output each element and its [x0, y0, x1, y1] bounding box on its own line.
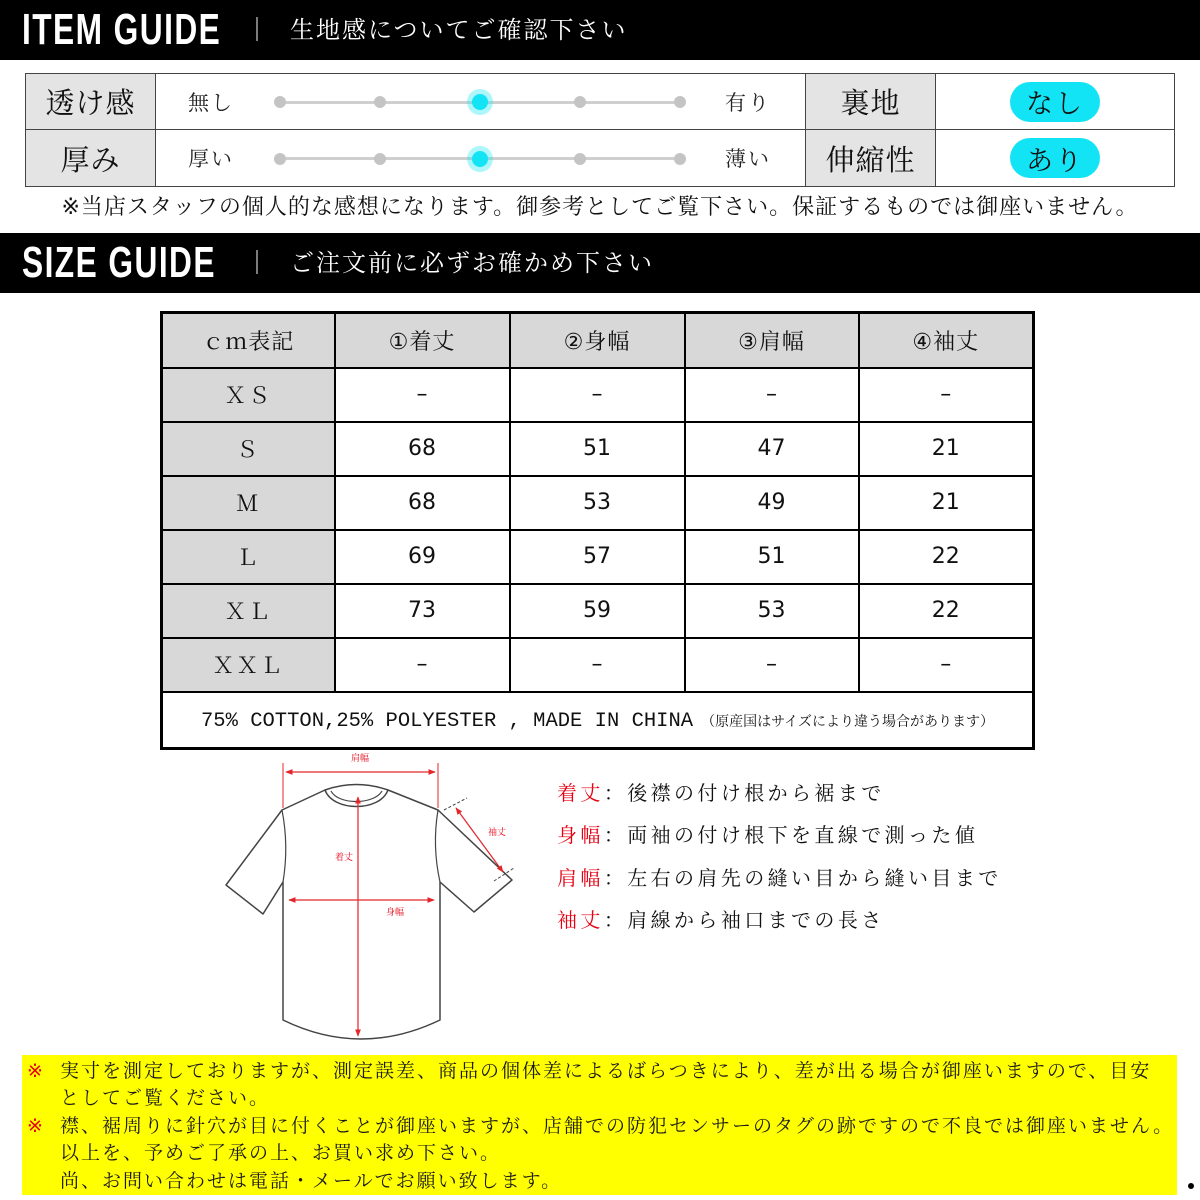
shoulder-width-value: 49 — [685, 476, 859, 530]
scale-min-label: 無し — [188, 90, 234, 115]
notice-line — [27, 1085, 1177, 1112]
table-row — [162, 422, 1034, 476]
collar-rib — [331, 791, 382, 802]
length-value: 68 — [335, 476, 510, 530]
definition-colon: ： — [603, 865, 628, 890]
material-row — [162, 692, 1034, 749]
header-body-width: ②身幅 — [510, 313, 685, 368]
tshirt-measurement-diagram — [200, 745, 530, 1050]
body-width-value: 59 — [510, 584, 685, 638]
size-guide-header-bar — [0, 233, 1200, 293]
sheerness-scale — [156, 74, 806, 130]
scale-max-label: 有り — [725, 90, 771, 115]
material-cell — [162, 692, 1034, 749]
scale-track — [280, 101, 680, 104]
body-width-value: – — [510, 368, 685, 422]
item-guide-separator: ｜ — [245, 16, 269, 44]
header-length: ①着丈 — [335, 313, 510, 368]
shoulder-width-value: – — [685, 638, 859, 692]
notice-text: 実寸を測定しておりますが、測定誤差、商品の個体差によるばらつきにより、差が出る場合が御座いますので、目安 — [60, 1060, 1152, 1082]
notice-text: 尚、お問い合わせは電話・メールでお願い致します。 — [60, 1169, 563, 1192]
scale-dot — [274, 96, 286, 108]
item-guide-subtitle: 生地感についてご確認下さい — [290, 16, 628, 44]
scale-dot — [674, 153, 686, 165]
scale-dot — [574, 96, 586, 108]
notice-text: としてご覧ください。 — [60, 1087, 271, 1110]
scale-track — [280, 157, 680, 160]
material-text: 75% COTTON,25% POLYESTER , MADE IN CHINA — [201, 709, 694, 733]
shoulder-width-label: 肩幅 — [350, 754, 370, 764]
sleeve-top-guide — [444, 798, 467, 810]
scale-dot — [374, 96, 386, 108]
attribute-label-stretch: 伸縮性 — [806, 130, 936, 186]
lining-value-badge: なし — [1010, 82, 1100, 122]
scale-dot-selected — [472, 94, 488, 110]
definition-text: 両袖の付け根下を直線で測った値 — [627, 823, 979, 848]
body-width-value: – — [510, 638, 685, 692]
measurement-definitions — [557, 778, 1002, 948]
scale-min-label: 厚い — [188, 147, 234, 171]
size-label: ＸＳ — [162, 368, 335, 422]
scale-dot — [674, 96, 686, 108]
definition-shoulder-width — [557, 863, 1002, 905]
notice-line — [27, 1058, 1177, 1085]
length-value: 68 — [335, 422, 510, 476]
size-guide-title: SIZE GUIDE — [22, 238, 216, 287]
body-width-value: 51 — [510, 422, 685, 476]
definition-term: 袖丈 — [557, 908, 604, 933]
size-label: Ｌ — [162, 530, 335, 584]
fabric-feel-table — [25, 73, 1175, 187]
attribute-label-lining: 裏地 — [806, 74, 936, 130]
table-row — [162, 530, 1034, 584]
length-value: 73 — [335, 584, 510, 638]
definition-text: 左右の肩先の縫い目から縫い目まで — [627, 865, 1002, 890]
header-unit: ｃｍ表記 — [162, 313, 335, 368]
definition-colon: ： — [603, 781, 628, 805]
sleeve-length-label: 袖丈 — [487, 828, 507, 838]
attribute-value-stretch — [936, 130, 1174, 186]
scale-max-label: 薄い — [725, 147, 771, 171]
table-row — [162, 368, 1034, 422]
size-guide-separator: ｜ — [245, 249, 269, 277]
shoulder-width-value: – — [685, 368, 859, 422]
definition-colon: ： — [603, 908, 628, 933]
length-value: – — [335, 368, 510, 422]
corner-dot — [1188, 1183, 1194, 1189]
definition-term: 肩幅 — [557, 865, 604, 890]
table-row — [162, 638, 1034, 692]
definition-body-width — [557, 820, 1002, 862]
definition-sleeve-length — [557, 905, 1002, 947]
definition-term: 身幅 — [557, 823, 604, 848]
body-width-label: 身幅 — [385, 908, 405, 918]
staff-opinion-note: ※当店スタッフの個人的な感想になります。御参考としてご覧下さい。保証するものでは御座いません。 — [61, 195, 1139, 220]
sleeve-length-value: 22 — [859, 530, 1034, 584]
thickness-scale — [156, 130, 806, 186]
row-label-sheerness: 透け感 — [26, 74, 156, 130]
table-row — [162, 584, 1034, 638]
notice-mark: ※ — [27, 1114, 43, 1137]
size-label: Ｓ — [162, 422, 335, 476]
sleeve-length-value: 22 — [859, 584, 1034, 638]
scale-dot — [574, 153, 586, 165]
attribute-value-lining — [936, 74, 1174, 130]
back-neckline — [325, 785, 388, 791]
notice-box — [22, 1055, 1177, 1195]
notice-text: 以上を、予めご了承の上、お買い求め下さい。 — [60, 1142, 502, 1165]
size-label: Ｍ — [162, 476, 335, 530]
notice-text: 襟、裾周りに針穴が目に付くことが御座いますが、店舗での防犯センサーのタグの跡ですので不良では御座いません。 — [60, 1114, 1175, 1137]
body-width-value: 53 — [510, 476, 685, 530]
row-label-thickness: 厚み — [26, 130, 156, 186]
item-guide-title: ITEM GUIDE — [22, 5, 222, 54]
tshirt-outline — [226, 790, 512, 1039]
shoulder-width-value: 51 — [685, 530, 859, 584]
size-label: ＸＸＬ — [162, 638, 335, 692]
definition-colon: ： — [603, 823, 628, 848]
scale-dot — [274, 153, 286, 165]
shoulder-width-value: 53 — [685, 584, 859, 638]
size-label: ＸＬ — [162, 584, 335, 638]
length-value: – — [335, 638, 510, 692]
table-row — [162, 476, 1034, 530]
header-shoulder-width: ③肩幅 — [685, 313, 859, 368]
definition-length — [557, 778, 1002, 820]
length-label: 着丈 — [334, 853, 354, 863]
definition-text: 後襟の付け根から裾まで — [627, 781, 885, 805]
definition-text: 肩線から袖口までの長さ — [627, 908, 885, 933]
scale-dot-selected — [472, 151, 488, 167]
sleeve-length-value: – — [859, 368, 1034, 422]
notice-mark: ※ — [27, 1060, 43, 1082]
notice-line — [27, 1168, 1177, 1195]
definition-term: 着丈 — [557, 781, 604, 805]
body-width-value: 57 — [510, 530, 685, 584]
notice-line — [27, 1140, 1177, 1167]
sleeve-length-value: 21 — [859, 476, 1034, 530]
length-value: 69 — [335, 530, 510, 584]
size-table — [160, 311, 1035, 750]
shoulder-width-value: 47 — [685, 422, 859, 476]
header-sleeve-length: ④袖丈 — [859, 313, 1034, 368]
sleeve-length-value: – — [859, 638, 1034, 692]
sleeve-length-value: 21 — [859, 422, 1034, 476]
item-guide-header-bar — [0, 0, 1200, 60]
scale-dot — [374, 153, 386, 165]
notice-line — [27, 1113, 1177, 1140]
stretch-value-badge: あり — [1010, 138, 1100, 178]
origin-note: （原産国はサイズにより違う場合があります） — [701, 713, 994, 730]
size-table-header-row — [162, 313, 1034, 368]
size-guide-subtitle: ご注文前に必ずお確かめ下さい — [290, 249, 654, 277]
